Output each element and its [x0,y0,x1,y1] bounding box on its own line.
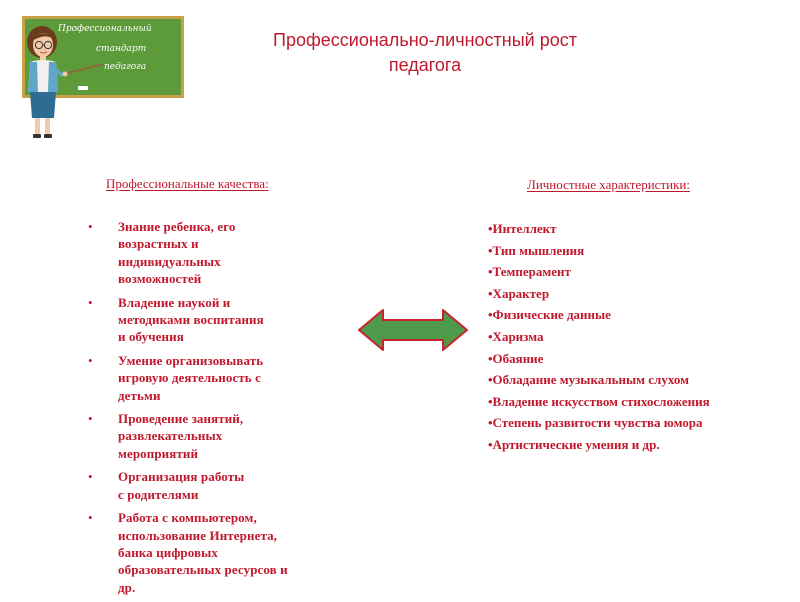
professional-quality-item [88,468,328,503]
personal-characteristic-item: •Тип мышления [488,242,585,258]
item-line: Знание ребенка, его [118,219,236,234]
bullet-icon: • [88,510,93,526]
bullet-icon: • [88,411,93,427]
teacher-at-chalkboard-icon [20,14,188,146]
title-line-1: Профессионально-личностный рост [273,30,577,50]
personal-characteristic-item: •Интеллект [488,221,557,236]
personal-characteristic-item: •Темперамент [488,264,571,280]
page-title [260,28,590,78]
item-line: Работа с компьютером, [118,510,257,526]
item-line: возможностей [118,271,202,287]
personal-characteristic-item: •Характер [488,285,550,301]
professional-qualities-list [88,218,328,602]
item-line: и обучения [118,329,184,345]
item-line: использование Интернета, [118,527,278,543]
item-line: детьми [118,387,161,403]
bullet-icon: • [88,294,93,310]
personal-characteristic-item: •Обаяние [488,350,544,366]
item-line: Умение организовывать [118,352,264,368]
personal-characteristic-item: •Харизма [488,328,544,344]
item-line: Организация работы [118,469,245,485]
personal-characteristic-item: •Артистические умения и др. [488,436,660,452]
board-line-1: Профессиональный [58,24,152,34]
board-line-3: педагога [104,62,147,72]
professional-quality-item [88,218,328,288]
item-line: индивидуальных [118,253,221,269]
item-line: возрастных и [118,236,199,252]
item-line: игровую деятельность с [118,370,262,386]
item-line: мероприятий [118,445,199,461]
personal-characteristic-item: •Степень развитости чувства юмора [488,415,703,431]
item-line: образовательных ресурсов и [118,562,288,578]
professional-quality-item [88,410,328,462]
title-line-2: педагога [388,55,462,75]
personal-characteristics-heading: Личностные характеристики: [527,177,690,192]
double-arrow-icon [357,307,469,353]
item-line: Проведение занятий, [118,411,244,427]
professional-qualities-heading: Профессиональные качества: [106,176,269,191]
item-line: др. [118,579,136,595]
personal-characteristic-item: •Обладание музыкальным слухом [488,372,689,388]
item-line: с родителями [118,486,199,502]
personal-characteristic-item: •Физические данные [488,307,611,323]
personal-characteristics-list [488,218,710,456]
professional-quality-item [88,509,328,596]
personal-characteristic-item: •Владение искусством стихосложения [488,393,710,409]
professional-quality-item [88,352,328,404]
bullet-icon: • [88,469,93,485]
professional-quality-item [88,294,328,346]
bullet-icon: • [88,352,93,368]
item-line: Владение наукой и [118,294,231,310]
bullet-icon: • [88,219,93,234]
item-line: методиками воспитания [118,312,264,328]
board-line-2: стандарт [96,44,147,54]
item-line: развлекательных [118,428,223,444]
item-line: банка цифровых [118,544,218,560]
teacher-figure-icon [20,14,188,146]
